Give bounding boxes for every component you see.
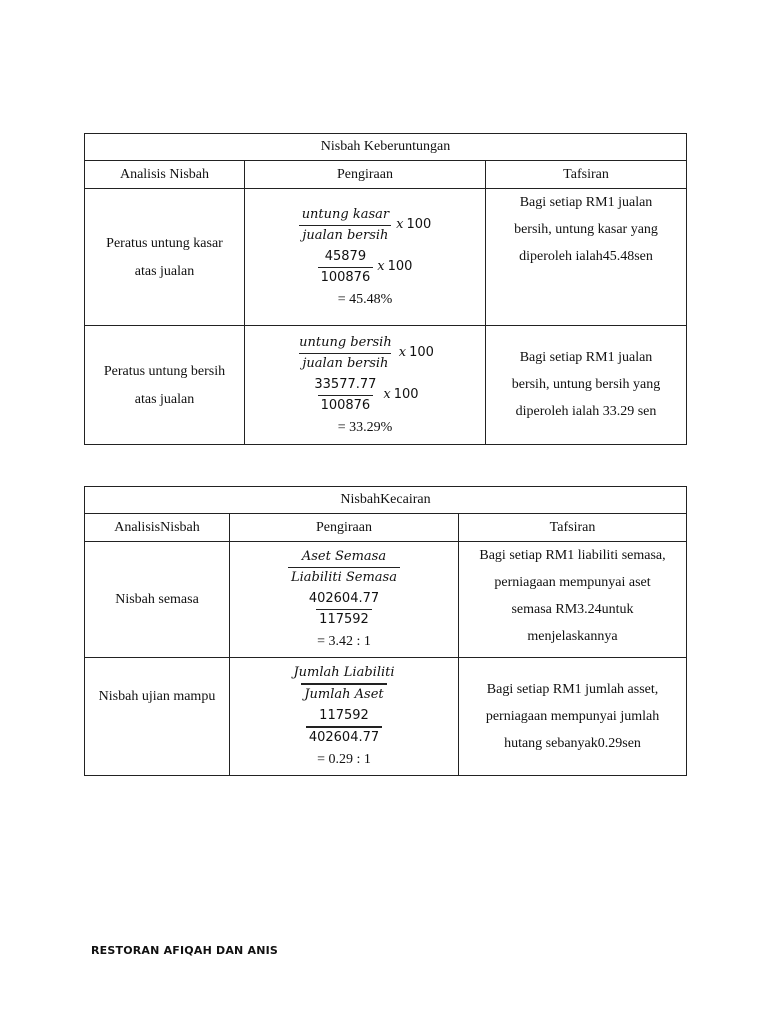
header-analisis: Analisis Nisbah	[85, 161, 245, 189]
interpretation-cell	[459, 542, 687, 658]
calculation	[251, 375, 479, 416]
interpretation-line: hutang sebanyak0.29sen	[504, 735, 641, 751]
calc-numerator: 117592	[319, 708, 369, 723]
formula	[236, 663, 452, 705]
times-symbol: x	[396, 217, 404, 233]
calculation-cell	[245, 189, 486, 326]
table-row	[85, 658, 687, 776]
calc-fraction	[318, 247, 374, 288]
interpretation-line: menjelaskannya	[527, 629, 618, 644]
interpretation-line: perniagaan mempunyai aset	[494, 575, 651, 590]
formula-fraction	[299, 205, 392, 246]
times-symbol: x	[398, 345, 407, 361]
analysis-cell	[85, 326, 245, 445]
table-row	[85, 189, 687, 326]
calculation-cell	[230, 542, 459, 658]
calculation-cell	[230, 658, 459, 776]
interpretation-line: diperoleh ialah 33.29 sen	[515, 404, 657, 419]
table-row	[85, 326, 687, 445]
calculation-cell	[245, 326, 486, 445]
calculation	[236, 706, 452, 748]
analysis-line: Peratus untung kasar	[106, 235, 223, 251]
calc-fraction	[306, 706, 382, 748]
calculation	[236, 589, 452, 630]
multiplier: 100	[409, 345, 434, 361]
interpretation-cell	[459, 658, 687, 776]
formula	[251, 333, 479, 374]
multiplier: 100	[393, 387, 419, 403]
header-pengiraan: Pengiraan	[230, 514, 459, 542]
formula-numerator: Aset Semasa	[301, 549, 387, 564]
analysis-cell: Nisbah ujian mampu	[85, 658, 230, 776]
calc-denominator: 402604.77	[306, 726, 382, 748]
formula-numerator: untung bersih	[299, 334, 392, 350]
interpretation-line: semasa RM3.24untuk	[511, 602, 634, 617]
formula-denominator: jualan bersih	[299, 353, 391, 374]
formula-numerator: untung kasar	[301, 206, 390, 222]
interpretation-line: bersih, untung bersih yang	[511, 377, 661, 392]
formula-fraction	[288, 547, 400, 588]
interpretation-cell	[486, 189, 687, 326]
table-row	[85, 542, 687, 658]
interpretation-cell	[486, 326, 687, 445]
calc-fraction	[311, 375, 379, 416]
formula-denominator: jualan bersih	[299, 225, 391, 246]
calc-fraction	[306, 589, 382, 630]
multiplier: 100	[406, 217, 432, 233]
analysis-cell	[85, 189, 245, 326]
formula-fraction	[290, 663, 397, 705]
table-caption: Nisbah Keberuntungan	[85, 134, 687, 161]
calc-numerator: 45879	[324, 248, 367, 264]
interpretation-line: Bagi setiap RM1 liabiliti semasa,	[479, 548, 666, 563]
result: = 0.29 : 1	[317, 752, 371, 767]
analysis-line: atas jualan	[134, 391, 195, 407]
result: = 33.29%	[337, 419, 393, 435]
formula	[236, 547, 452, 588]
calc-numerator: 402604.77	[308, 591, 380, 606]
header-pengiraan: Pengiraan	[245, 161, 486, 189]
interpretation-line: bersih, untung kasar yang	[514, 222, 658, 237]
analysis-line: atas jualan	[134, 263, 195, 279]
multiplier: 100	[387, 259, 413, 275]
header-tafsiran: Tafsiran	[459, 514, 687, 542]
calc-numerator: 33577.77	[314, 376, 377, 392]
result: = 3.42 : 1	[317, 634, 371, 649]
times-symbol: x	[383, 387, 391, 403]
formula-denominator: Liabiliti Semasa	[288, 567, 400, 588]
interpretation-line: perniagaan mempunyai jumlah	[485, 708, 660, 724]
interpretation-line: Bagi setiap RM1 jualan	[519, 350, 653, 365]
formula-fraction	[296, 333, 395, 374]
header-tafsiran: Tafsiran	[486, 161, 687, 189]
times-symbol: x	[377, 259, 385, 275]
result: = 45.48%	[337, 291, 393, 307]
header-analisis: AnalisisNisbah	[85, 514, 230, 542]
formula-numerator: Jumlah Liabiliti	[293, 665, 395, 680]
interpretation-line: Bagi setiap RM1 jumlah asset,	[486, 681, 659, 697]
analysis-line: Peratus untung bersih	[103, 363, 226, 379]
interpretation-line: diperoleh ialah45.48sen	[519, 249, 653, 264]
formula-denominator: Jumlah Aset	[301, 683, 386, 705]
interpretation-line: Bagi setiap RM1 jualan	[519, 195, 653, 210]
table-caption: NisbahKecairan	[85, 487, 687, 514]
calc-denominator: 100876	[318, 267, 374, 288]
analysis-cell: Nisbah semasa	[85, 542, 230, 658]
liquidity-ratio-table	[84, 486, 687, 776]
formula	[251, 205, 479, 246]
footer-company-name: RESTORAN AFIQAH DAN ANIS	[91, 944, 279, 957]
calc-denominator: 117592	[316, 609, 372, 630]
calculation	[251, 247, 479, 288]
profitability-ratio-table	[84, 133, 687, 445]
calc-denominator: 100876	[318, 395, 374, 416]
